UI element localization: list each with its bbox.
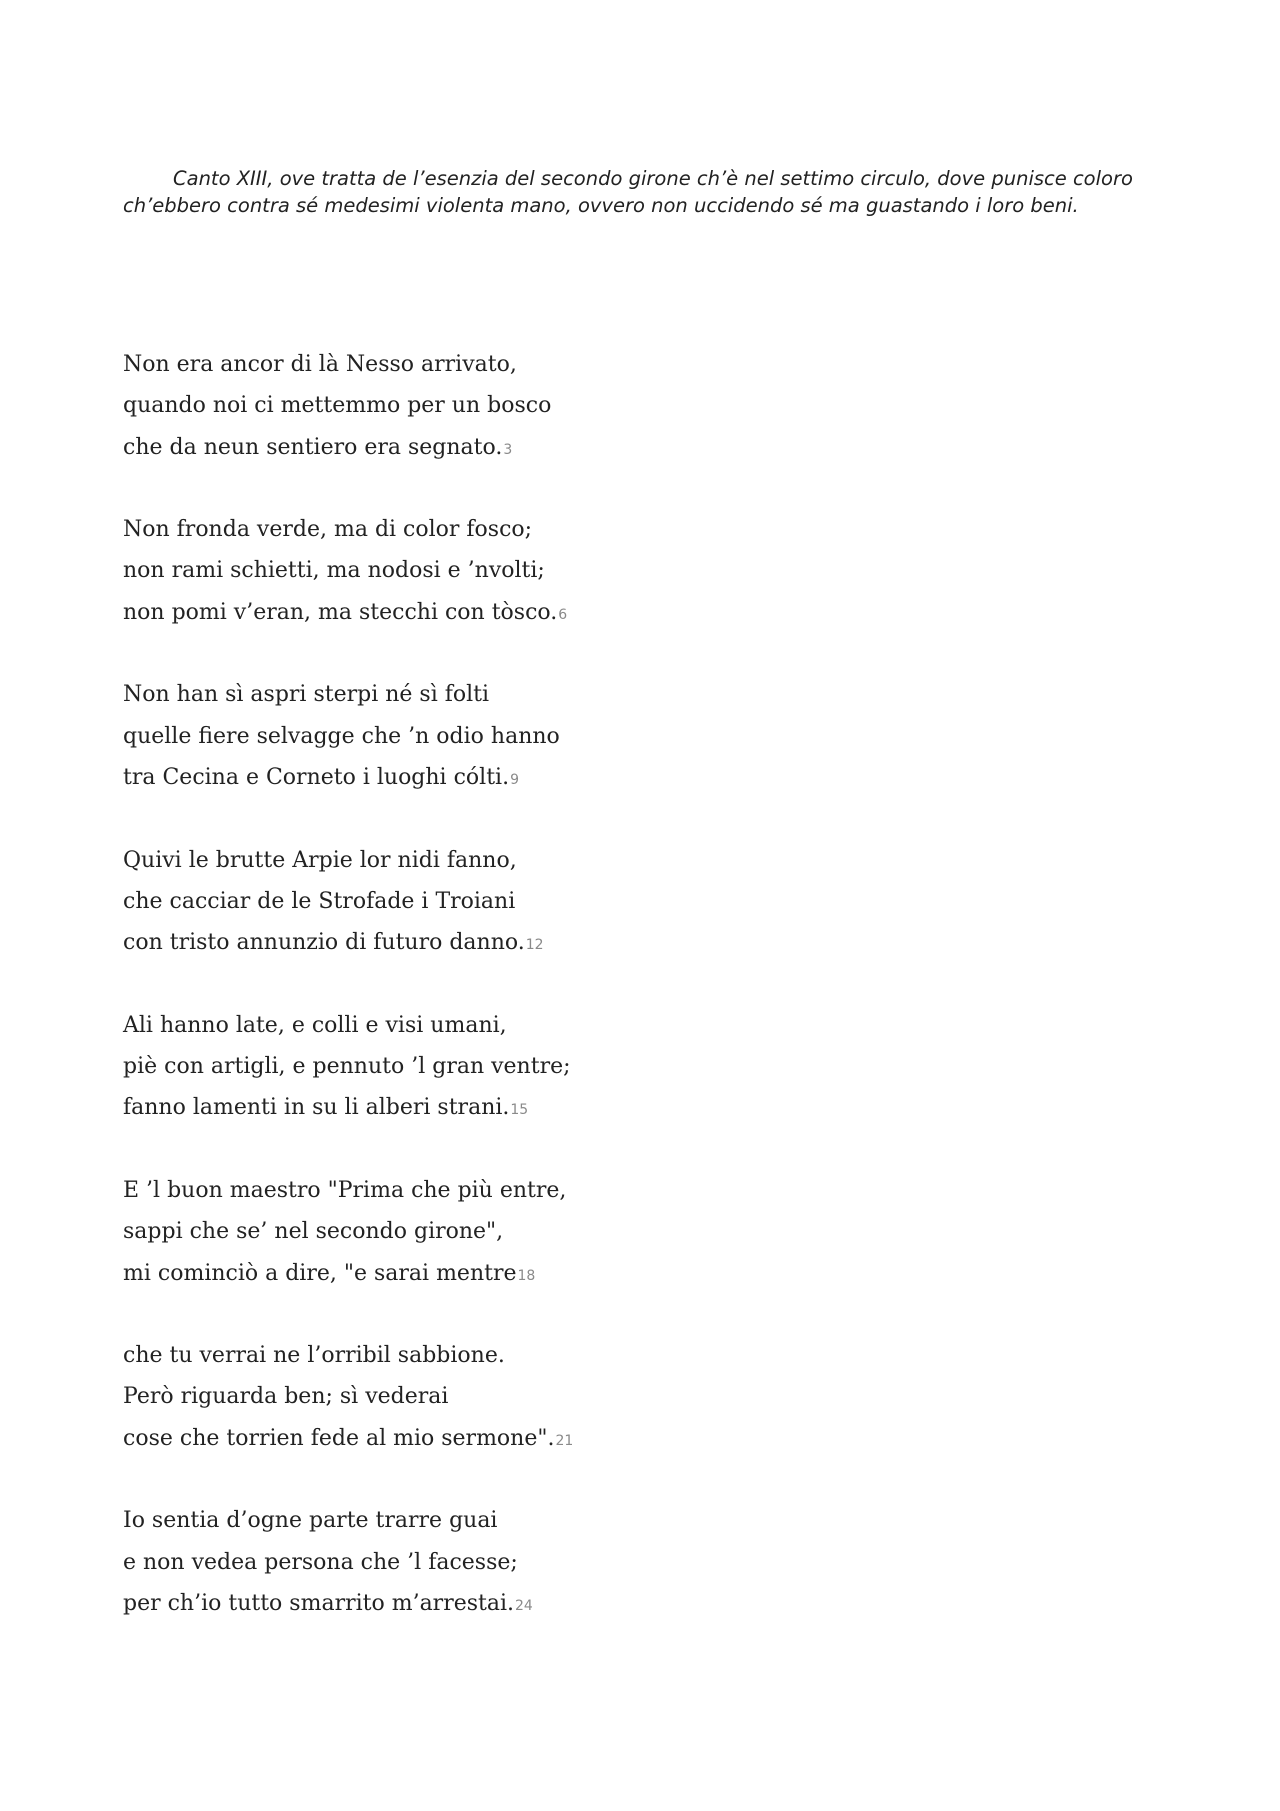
stanza [123,674,573,798]
canto-argument: Canto XIII, ove tratta de l’esenzia del secondo girone ch’è nel settimo circulo, dove punisce coloro ch’ebbero contra sé medesimi violenta mano, ovvero non uccidendo sé ma guastando i loro beni. [123,167,1133,217]
verse-line [123,344,573,385]
verse-text: Ali hanno late, e colli e visi umani, [123,1012,507,1038]
verse-text: mi cominciò a dire, "e sarai mentre [123,1260,517,1286]
verse-line [123,427,573,468]
line-number: 12 [525,937,544,954]
line-number: 24 [515,1597,533,1614]
stanza [123,509,573,633]
verse-text: quando noi ci mettemmo per un bosco [123,393,552,419]
verse-line [123,592,573,633]
verse-line [123,1087,573,1128]
verse-text: Quivi le brutte Arpie lor nidi fanno, [123,847,517,873]
verse-text: che tu verrai ne l’orribil sabbione. [123,1343,505,1369]
verse-line [123,881,573,922]
stanza [123,1170,573,1294]
verse-text: cose che torrien fede al mio sermone". [123,1425,555,1451]
stanza [123,840,573,964]
verse-line [123,1253,573,1294]
verse-text: tra Cecina e Corneto i luoghi cólti. [123,764,510,790]
line-number: 15 [510,1102,529,1119]
verse-line [123,840,573,881]
line-number: 18 [517,1267,536,1284]
verse-line [123,1005,573,1046]
verse-text: che cacciar de le Strofade i Troiani [123,888,516,914]
stanza [123,1005,573,1129]
verse-line [123,1046,573,1087]
line-number: 6 [558,606,568,623]
verse-line [123,922,573,963]
verse-text: sappi che se’ nel secondo girone", [123,1219,504,1245]
poem [123,344,573,1666]
verse-line [123,385,573,426]
verse-line [123,1583,573,1624]
verse-line [123,1500,573,1541]
verse-text: Io sentia d’ogne parte trarre guai [123,1508,498,1534]
verse-line [123,1335,573,1376]
verse-line [123,550,573,591]
verse-line [123,1170,573,1211]
line-number: 3 [503,441,513,458]
verse-text: E ’l buon maestro "Prima che più entre, [123,1177,567,1203]
verse-text: per ch’io tutto smarrito m’arrestai. [123,1590,515,1616]
verse-line [123,1418,573,1459]
verse-text: che da neun sentiero era segnato. [123,434,503,460]
verse-text: Non era ancor di là Nesso arrivato, [123,352,517,377]
verse-line [123,1376,573,1417]
verse-text: quelle fiere selvagge che ’n odio hanno [123,723,560,749]
verse-text: e non vedea persona che ’l facesse; [123,1549,518,1575]
stanza [123,344,573,468]
verse-text: non pomi v’eran, ma stecchi con tòsco. [123,599,558,625]
line-number: 21 [555,1432,574,1449]
verse-line [123,674,573,715]
verse-text: Però riguarda ben; sì vederai [123,1384,449,1410]
verse-text: Non han sì aspri sterpi né sì folti [123,682,490,708]
stanza [123,1335,573,1459]
verse-text: con tristo annunzio di futuro danno. [123,930,525,956]
verse-line [123,716,573,757]
verse-text: piè con artigli, e pennuto ’l gran ventre; [123,1054,571,1080]
verse-text: Non fronda verde, ma di color fosco; [123,517,533,543]
verse-line [123,1211,573,1252]
verse-line [123,757,573,798]
stanza [123,1500,573,1624]
verse-line [123,509,573,550]
verse-text: fanno lamenti in su li alberi strani. [123,1095,510,1121]
verse-line [123,1542,573,1583]
verse-text: non rami schietti, ma nodosi e ’nvolti; [123,558,545,584]
line-number: 9 [510,771,519,788]
